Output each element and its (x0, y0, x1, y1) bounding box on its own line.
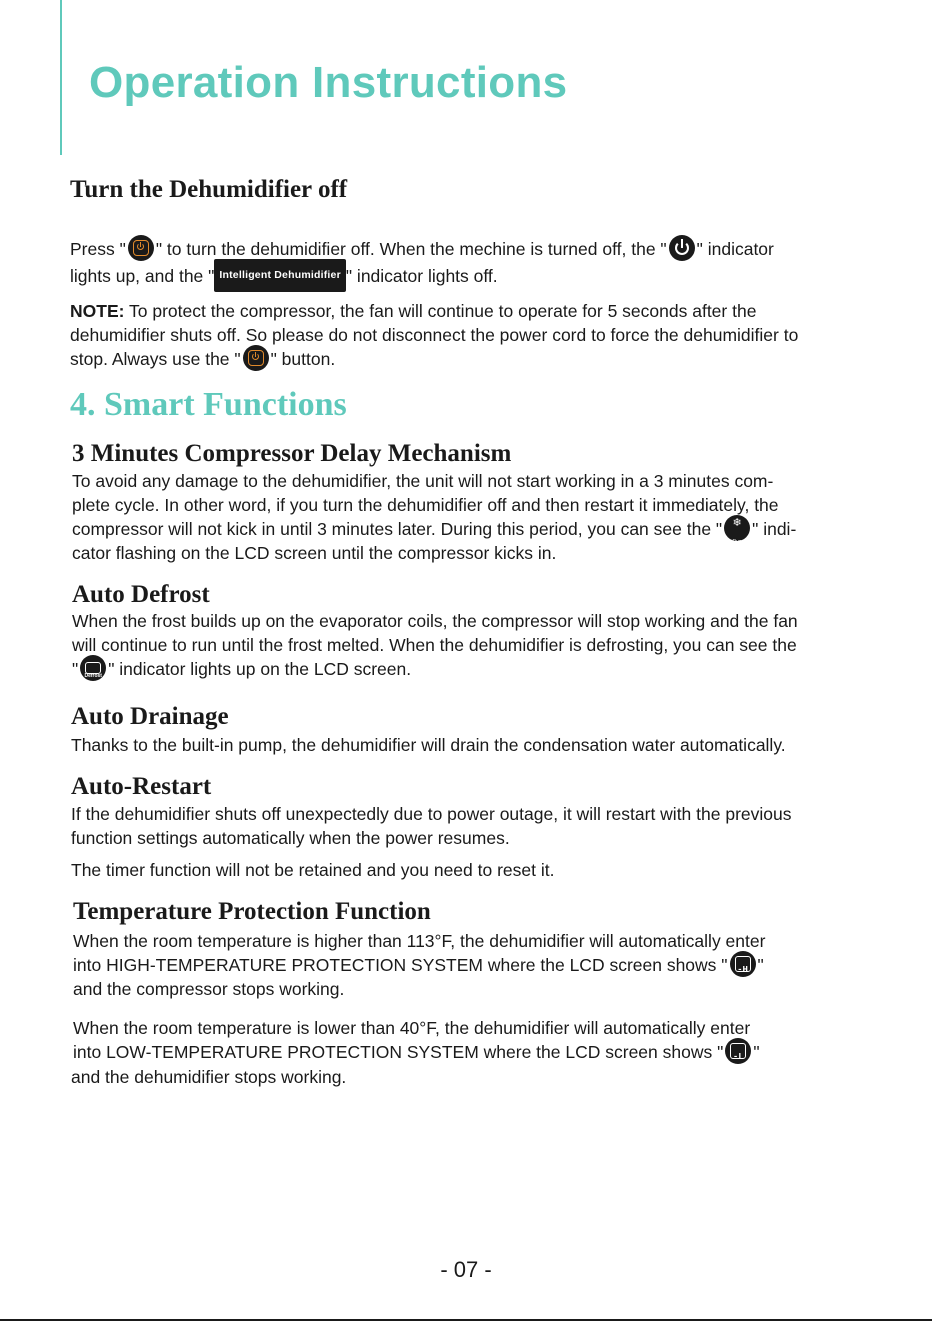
restart-line-2: function settings automatically when the power resumes. (71, 828, 510, 848)
note-line-2: dehumidifier shuts off. So please do not disconnect the power cord to force the dehumidifier to (70, 325, 799, 345)
defrost-line-1: When the frost builds up on the evaporator coils, the compressor will stop working and the fan (72, 611, 798, 631)
text: into HIGH-TEMPERATURE PROTECTION SYSTEM where the LCD screen shows " (73, 955, 728, 975)
temp-low-line-2 (73, 1040, 760, 1066)
delay-heading: 3 Minutes Compressor Delay Mechanism (72, 440, 512, 467)
page-title: Operation Instructions (89, 58, 568, 107)
power-off-indicator-icon (669, 235, 695, 261)
temp-low-line-1: When the room temperature is lower than 40°F, the dehumidifier will automatically enter (73, 1018, 751, 1038)
temp-heading: Temperature Protection Function (73, 898, 431, 925)
bottom-rule (0, 1319, 932, 1321)
page-number: - 07 - (440, 1257, 492, 1282)
turn-off-line-1 (70, 237, 774, 263)
restart-line-1: If the dehumidifier shuts off unexpectedly due to power outage, it will restart with the previous (71, 804, 792, 824)
text: " indicator lights off. (345, 265, 498, 286)
defrost-icon (80, 655, 106, 681)
snowflake-run-icon: ❄ Run (724, 515, 750, 541)
temp-high-line-1: When the room temperature is higher than 113°F, the dehumidifier will automatically enter (73, 931, 766, 951)
drainage-line-1: Thanks to the built-in pump, the dehumidifier will drain the condensation water automatically. (71, 735, 786, 755)
text: " (753, 1042, 760, 1062)
temp-high-line-2 (73, 953, 764, 979)
text: lights up, and the " (70, 265, 215, 286)
text: " indicator (696, 239, 774, 259)
text: " button. (270, 349, 336, 369)
text: " (72, 659, 79, 679)
icon-code: -L (732, 1052, 744, 1063)
restart-line-3: The timer function will not be retained and you need to reset it. (71, 860, 555, 880)
text: stop. Always use the " (70, 349, 241, 369)
icon-label: Defrost (84, 673, 102, 680)
icon-code: -H (737, 965, 748, 976)
text: into LOW-TEMPERATURE PROTECTION SYSTEM where the LCD screen shows " (73, 1042, 724, 1062)
delay-line-1: To avoid any damage to the dehumidifier, the unit will not start working in a 3 minutes com- (72, 471, 774, 491)
delay-line-2: plete cycle. In other word, if you turn the dehumidifier off and then restart it immediately, the (72, 495, 779, 515)
text: compressor will not kick in until 3 minutes later. During this period, you can see the " (72, 519, 723, 539)
power-button-icon (128, 235, 154, 261)
text: To protect the compressor, the fan will continue to operate for 5 seconds after the (124, 301, 757, 321)
delay-line-3 (72, 517, 797, 546)
note-line-3 (70, 347, 335, 373)
drainage-heading: Auto Drainage (71, 703, 229, 730)
power-button-icon (243, 345, 269, 371)
text: " indi- (752, 519, 797, 539)
accent-bar (60, 0, 62, 155)
temp-low-line-3: and the dehumidifier stops working. (71, 1067, 347, 1087)
delay-line-4: cator flashing on the LCD screen until the compressor kicks in. (72, 543, 557, 563)
text: " (757, 955, 764, 975)
turn-off-line-2 (70, 261, 498, 294)
turn-off-heading: Turn the Dehumidifier off (70, 176, 348, 203)
low-temp-icon (725, 1038, 751, 1064)
restart-heading: Auto-Restart (71, 773, 212, 800)
text: " to turn the dehumidifier off. When the mechine is turned off, the " (155, 239, 667, 259)
note-line-1 (70, 299, 756, 324)
temp-high-line-3: and the compressor stops working. (73, 979, 345, 999)
smart-functions-heading: 4. Smart Functions (70, 386, 347, 423)
intelligent-dehumidifier-badge: Intelligent Dehumidifier (214, 259, 345, 292)
text: " indicator lights up on the LCD screen. (108, 659, 412, 679)
text: Press " (70, 239, 126, 259)
defrost-line-2: will continue to run until the frost melted. When the dehumidifier is defrosting, you can see the (72, 635, 797, 655)
high-temp-icon (730, 951, 756, 977)
defrost-line-3 (72, 657, 411, 683)
defrost-heading: Auto Defrost (72, 581, 210, 608)
icon-sub-label: Run (732, 539, 742, 546)
note-label: NOTE: (70, 301, 125, 321)
